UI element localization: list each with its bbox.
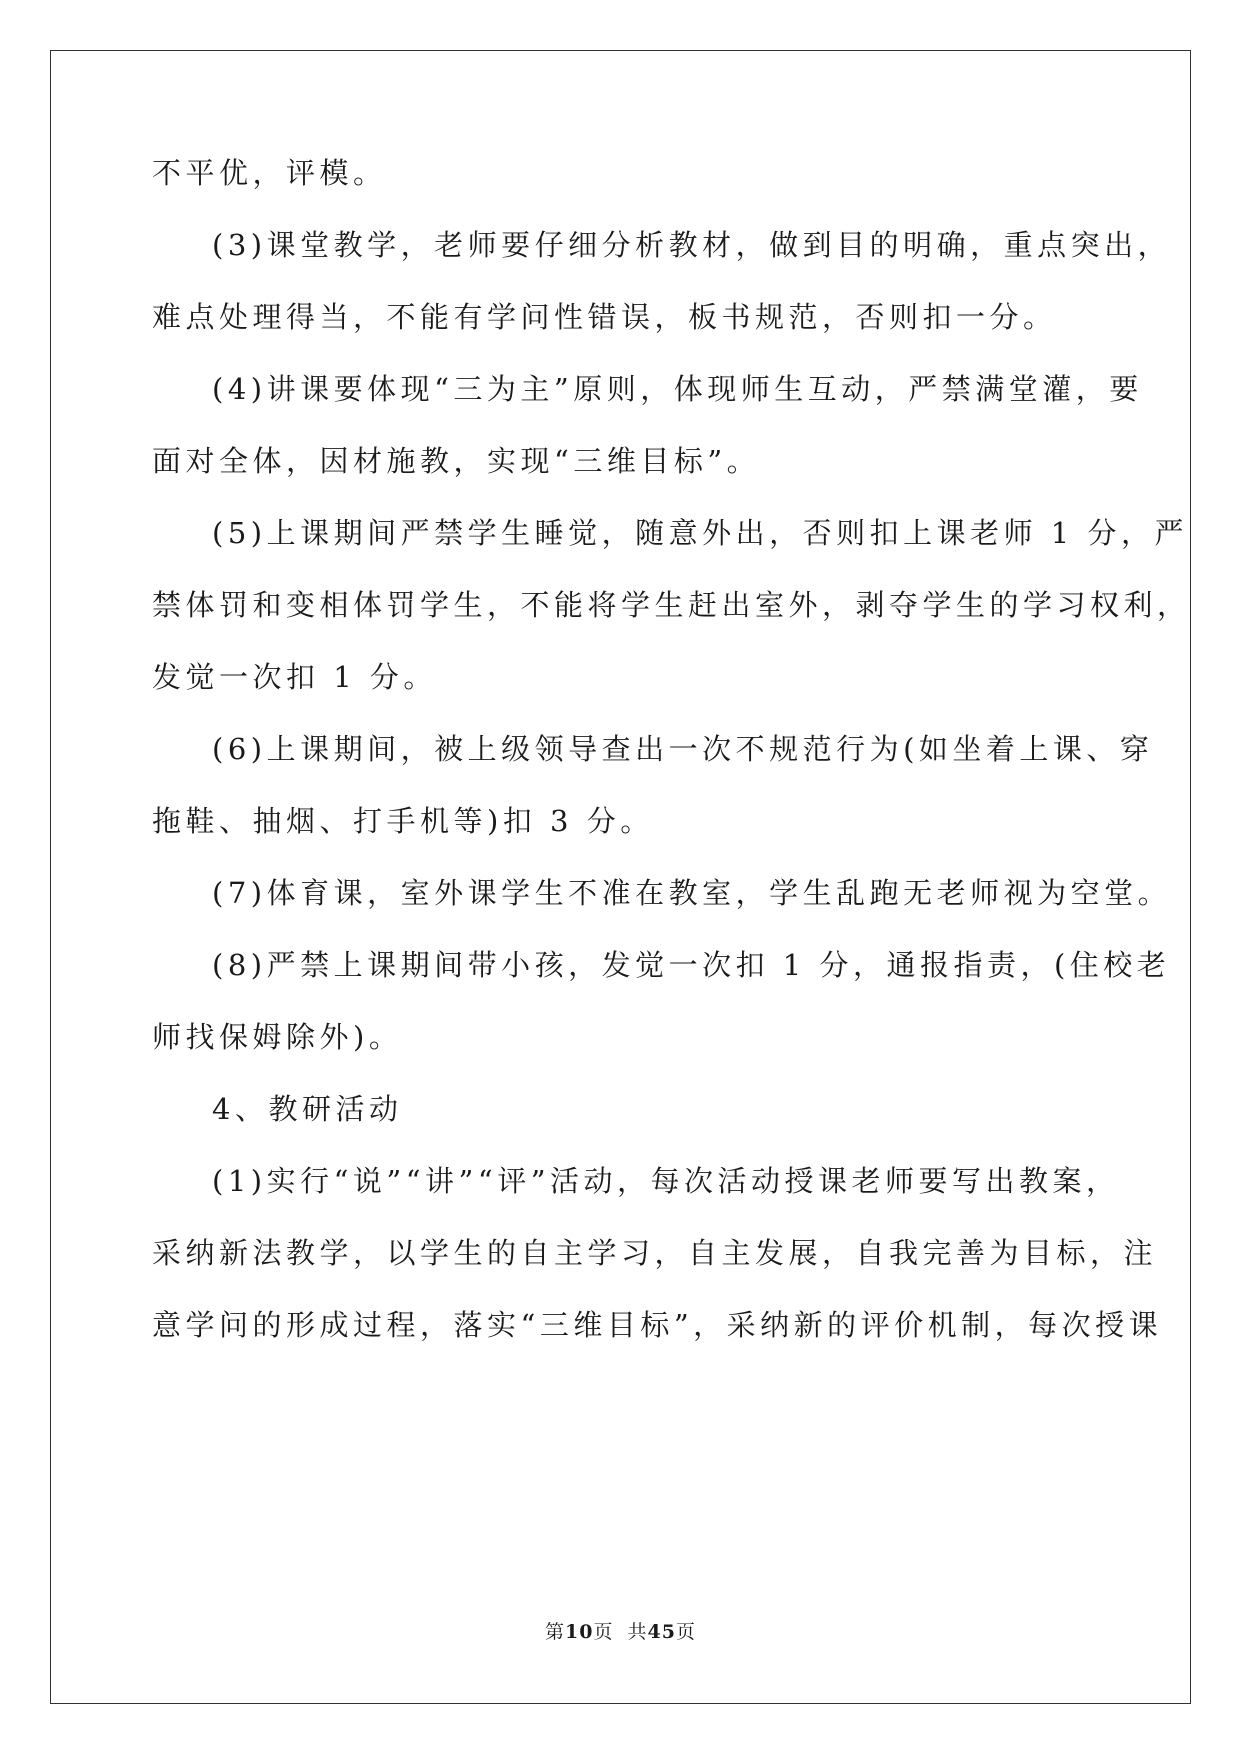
text-line: 禁体罚和变相体罚学生，不能将学生赶出室外，剥夺学生的学习权利， <box>152 588 1191 622</box>
total-suffix: 页 <box>675 1621 696 1643</box>
text-line: (5)上课期间严禁学生睡觉，随意外出，否则扣上课老师 1 分，严 <box>212 516 1188 550</box>
text-line: 发觉一次扣 1 分。 <box>152 660 437 694</box>
page-number: 10 <box>565 1621 594 1643</box>
page-suffix: 页 <box>593 1621 614 1643</box>
text-line: (3)课堂教学，老师要仔细分析教材，做到目的明确，重点突出， <box>212 228 1172 262</box>
text-line: 面对全体，因材施教，实现“三维目标”。 <box>152 444 761 478</box>
text-line: (4)讲课要体现“三为主”原则，体现师生互动，严禁满堂灌，要 <box>212 372 1143 406</box>
section-heading: 4、教研活动 <box>212 1092 403 1126</box>
text-line: (7)体育课，室外课学生不准在教室，学生乱跑无老师视为空堂。 <box>212 876 1172 910</box>
text-line: 采纳新法教学，以学生的自主学习，自主发展，自我完善为目标，注 <box>152 1236 1158 1270</box>
text-line: 难点处理得当，不能有学问性错误，板书规范，否则扣一分。 <box>152 300 1057 334</box>
text-line: 师找保姆除外)。 <box>152 1020 403 1054</box>
text-line: (1)实行“说”“讲”“评”活动，每次活动授课老师要写出教案， <box>212 1164 1120 1198</box>
total-pages: 45 <box>647 1621 676 1643</box>
text-line: 拖鞋、抽烟、打手机等)扣 3 分。 <box>152 804 654 838</box>
total-prefix: 共 <box>627 1621 648 1643</box>
page-prefix: 第 <box>545 1621 566 1643</box>
text-line: 意学问的形成过程，落实“三维目标”，采纳新的评价机制，每次授课 <box>152 1308 1163 1342</box>
text-line: (6)上课期间，被上级领导查出一次不规范行为(如坐着上课、穿 <box>212 732 1154 766</box>
page-footer <box>0 1620 1241 1644</box>
text-line: (8)严禁上课期间带小孩，发觉一次扣 1 分，通报指责，(住校老 <box>212 948 1171 982</box>
text-line: 不平优，评模。 <box>152 156 387 190</box>
